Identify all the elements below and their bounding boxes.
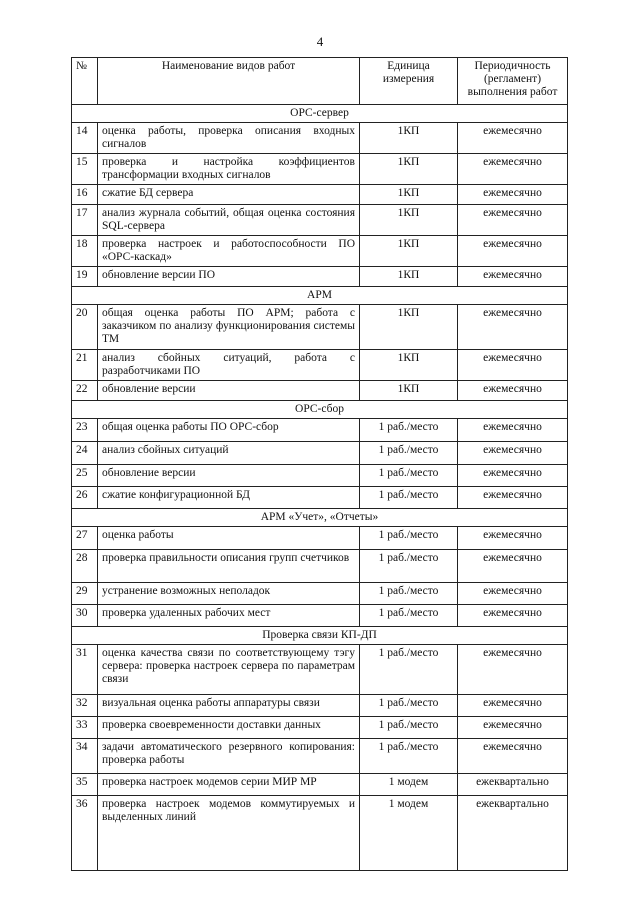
table-row (72, 123, 568, 154)
row-number: 36 (72, 796, 98, 871)
row-number: 33 (72, 717, 98, 739)
work-name: проверка удаленных рабочих мест (98, 605, 360, 627)
table-row (72, 305, 568, 350)
work-name: анализ сбойных ситуаций (98, 442, 360, 465)
table-row (72, 267, 568, 287)
unit-of-measure: 1 раб./место (360, 605, 458, 627)
unit-of-measure: 1 раб./место (360, 527, 458, 550)
table-row (72, 583, 568, 605)
periodicity: ежеквартально (458, 796, 568, 871)
section-header-row (72, 287, 568, 305)
periodicity: ежемесячно (458, 154, 568, 185)
periodicity: ежемесячно (458, 123, 568, 154)
row-number: 27 (72, 527, 98, 550)
periodicity: ежемесячно (458, 645, 568, 695)
row-number: 31 (72, 645, 98, 695)
row-number: 19 (72, 267, 98, 287)
section-title: Проверка связи КП-ДП (72, 627, 568, 645)
periodicity: ежемесячно (458, 305, 568, 350)
unit-of-measure: 1 модем (360, 796, 458, 871)
unit-of-measure: 1КП (360, 305, 458, 350)
unit-of-measure: 1 раб./место (360, 442, 458, 465)
periodicity: ежемесячно (458, 185, 568, 205)
table-row (72, 774, 568, 796)
table-row (72, 717, 568, 739)
header-period: Периодичность (регламент) выполнения работ (458, 58, 568, 105)
table-row (72, 465, 568, 487)
periodicity: ежемесячно (458, 465, 568, 487)
work-name: задачи автоматического резервного копирования: проверка работы (98, 739, 360, 774)
periodicity: ежемесячно (458, 236, 568, 267)
periodicity: ежемесячно (458, 527, 568, 550)
table-row (72, 350, 568, 381)
row-number: 32 (72, 695, 98, 717)
header-name: Наименование видов работ (98, 58, 360, 105)
row-number: 22 (72, 381, 98, 401)
unit-of-measure: 1 раб./место (360, 550, 458, 583)
unit-of-measure: 1 раб./место (360, 487, 458, 509)
table-row (72, 419, 568, 442)
row-number: 16 (72, 185, 98, 205)
unit-of-measure: 1КП (360, 236, 458, 267)
work-name: общая оценка работы ПО ОРС-сбор (98, 419, 360, 442)
header-unit: Единица измерения (360, 58, 458, 105)
periodicity: ежемесячно (458, 583, 568, 605)
periodicity: ежемесячно (458, 381, 568, 401)
row-number: 18 (72, 236, 98, 267)
work-name: обновление версии (98, 381, 360, 401)
row-number: 21 (72, 350, 98, 381)
work-name: проверка настроек и работоспособности ПО «ОРС-каскад» (98, 236, 360, 267)
unit-of-measure: 1КП (360, 267, 458, 287)
work-name: обновление версии ПО (98, 267, 360, 287)
work-name: проверка настроек модемов коммутируемых и выделенных линий (98, 796, 360, 871)
row-number: 14 (72, 123, 98, 154)
table-row (72, 796, 568, 871)
row-number: 35 (72, 774, 98, 796)
section-header-row (72, 509, 568, 527)
table-header-row (72, 58, 568, 105)
table-row (72, 550, 568, 583)
unit-of-measure: 1 раб./место (360, 465, 458, 487)
row-number: 17 (72, 205, 98, 236)
table-row (72, 527, 568, 550)
page-number: 4 (316, 34, 324, 49)
unit-of-measure: 1КП (360, 123, 458, 154)
table-row (72, 487, 568, 509)
work-name: оценка работы, проверка описания входных сигналов (98, 123, 360, 154)
work-name: сжатие БД сервера (98, 185, 360, 205)
table-row (72, 442, 568, 465)
row-number: 20 (72, 305, 98, 350)
table-body (72, 105, 568, 871)
periodicity: ежемесячно (458, 442, 568, 465)
section-title: АРМ (72, 287, 568, 305)
periodicity: ежемесячно (458, 487, 568, 509)
work-name: оценка качества связи по соответствующему тэгу сервера: проверка настроек сервера по параметрам связи (98, 645, 360, 695)
work-name: сжатие конфигурационной БД (98, 487, 360, 509)
row-number: 34 (72, 739, 98, 774)
unit-of-measure: 1 раб./место (360, 583, 458, 605)
work-name: проверка правильности описания групп счетчиков (98, 550, 360, 583)
unit-of-measure: 1КП (360, 381, 458, 401)
periodicity: ежеквартально (458, 774, 568, 796)
section-header-row (72, 627, 568, 645)
work-name: проверка настроек модемов серии МИР МР (98, 774, 360, 796)
unit-of-measure: 1КП (360, 185, 458, 205)
row-number: 29 (72, 583, 98, 605)
work-name: обновление версии (98, 465, 360, 487)
row-number: 25 (72, 465, 98, 487)
table-row (72, 185, 568, 205)
periodicity: ежемесячно (458, 605, 568, 627)
unit-of-measure: 1КП (360, 350, 458, 381)
work-name: проверка и настройка коэффициентов трансформации входных сигналов (98, 154, 360, 185)
section-header-row (72, 105, 568, 123)
table-row (72, 645, 568, 695)
row-number: 15 (72, 154, 98, 185)
section-header-row (72, 401, 568, 419)
section-title: ОРС-сбор (72, 401, 568, 419)
periodicity: ежемесячно (458, 419, 568, 442)
row-number: 26 (72, 487, 98, 509)
table-row (72, 605, 568, 627)
table-row (72, 236, 568, 267)
work-name: оценка работы (98, 527, 360, 550)
work-name: визуальная оценка работы аппаратуры связи (98, 695, 360, 717)
periodicity: ежемесячно (458, 550, 568, 583)
unit-of-measure: 1 раб./место (360, 717, 458, 739)
work-name: анализ сбойных ситуаций, работа с разработчиками ПО (98, 350, 360, 381)
section-title: АРМ «Учет», «Отчеты» (72, 509, 568, 527)
work-name: проверка своевременности доставки данных (98, 717, 360, 739)
work-name: устранение возможных неполадок (98, 583, 360, 605)
table-row (72, 739, 568, 774)
row-number: 28 (72, 550, 98, 583)
unit-of-measure: 1 раб./место (360, 645, 458, 695)
periodicity: ежемесячно (458, 205, 568, 236)
row-number: 24 (72, 442, 98, 465)
unit-of-measure: 1КП (360, 154, 458, 185)
periodicity: ежемесячно (458, 717, 568, 739)
work-name: анализ журнала событий, общая оценка состояния SQL-сервера (98, 205, 360, 236)
unit-of-measure: 1КП (360, 205, 458, 236)
row-number: 30 (72, 605, 98, 627)
unit-of-measure: 1 раб./место (360, 739, 458, 774)
table-row (72, 154, 568, 185)
work-name: общая оценка работы ПО АРМ; работа с заказчиком по анализу функционирования системы ТМ (98, 305, 360, 350)
periodicity: ежемесячно (458, 739, 568, 774)
table-row (72, 205, 568, 236)
table-row (72, 381, 568, 401)
table-row (72, 695, 568, 717)
section-title: ОРС-сервер (72, 105, 568, 123)
periodicity: ежемесячно (458, 267, 568, 287)
unit-of-measure: 1 раб./место (360, 419, 458, 442)
periodicity: ежемесячно (458, 350, 568, 381)
header-num: № (72, 58, 98, 105)
works-table (71, 57, 568, 871)
periodicity: ежемесячно (458, 695, 568, 717)
row-number: 23 (72, 419, 98, 442)
unit-of-measure: 1 модем (360, 774, 458, 796)
unit-of-measure: 1 раб./место (360, 695, 458, 717)
